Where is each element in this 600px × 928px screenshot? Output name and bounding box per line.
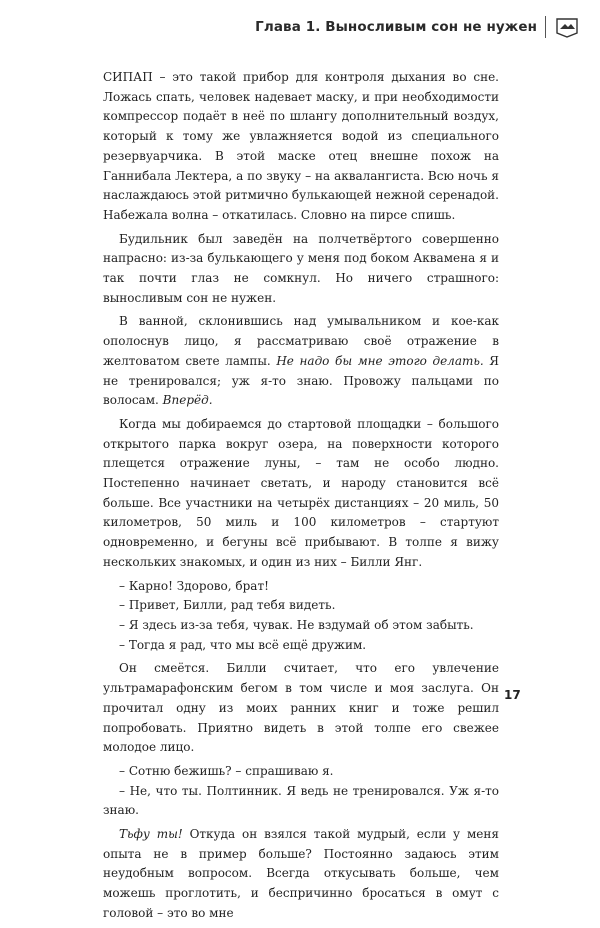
page-number: 17 [504,688,521,702]
text-run: Я не тренировался; уж я-то знаю. Провожу пальцами по волосам. [103,353,499,408]
dialogue-line: – Карно! Здорово, брат! [119,578,269,593]
page-body [103,68,499,928]
paragraph: СИПАП – это такой прибор для контроля дыхания во сне. Ложась спать, человек надевает маску, и при необходимости компрессор подаёт в неё по шлангу дополнительный воздух, который к тому же увлажняется водой из специального резервуарчика. В этой маске отец внешне похож на Ганнибала Лектера, а по звуку – на аквалангиста. Всю ночь я наслаждаюсь этой ритмично булькающей нежной серенадой. Набежала волна – откатилась. Словно на пирсе спишь. [103,70,499,222]
dialogue-line: – Сотню бежишь? – спрашиваю я. [119,763,334,778]
italic-thought: Тьфу ты! [119,827,183,842]
dialogue-line: – Привет, Билли, рад тебя видеть. [119,598,336,613]
text-run: Откуда он взялся такой мудрый, если у меня опыта не в пример больше? Постоянно задаюсь этим неудобным вопросом. Всегда откусывать больше, чем можешь проглотить, и беспричинно бросаться в омут с головой – это во мне [103,827,499,920]
dialogue-line: – Не, что ты. Полтинник. Я ведь не тренировался. Уж я-то знаю. [103,783,499,818]
header-divider [545,16,546,38]
text-run: В ванной, склонившись над умывальником и кое-как ополоснув лицо, я рассматриваю своё отражение в желтоватом свете лампы. [103,314,499,368]
chapter-title: Глава 1. Выносливым сон не нужен [255,19,537,35]
paragraph: Он смеётся. Билли считает, что его увлечение ультрамарафонским бегом в том числе и моя заслуга. Он прочитал одну из моих ранних книг и тоже решил попробовать. Приятно видеть в этой толпе его свежее молодое лицо. [103,661,499,755]
book-publisher-logo-icon [554,16,580,38]
italic-thought: Не надо бы мне этого делать. [276,353,484,368]
paragraph: Будильник был заведён на полчетвёртого совершенно напрасно: из-за булькающего у меня под боком Аквамена я и так почти глаз не сомкнул. Но ничего страшного: выносливым сон не нужен. [103,231,499,305]
dialogue-line: – Я здесь из-за тебя, чувак. Не вздумай об этом забыть. [119,617,474,632]
paragraph [103,825,499,924]
paragraph [103,312,499,411]
dialogue-line: – Тогда я рад, что мы всё ещё дружим. [119,637,367,652]
paragraph: Когда мы добираемся до стартовой площадки – большого открытого парка вокруг озера, на поверхности которого плещется отражение луны, – там не особо людно. Постепенно начинает светать, и народу становится всё больше. Все участники на четырёх дистанциях – 20 миль, 50 километров, 50 миль и 100 километров – стартуют одновременно, и бегуны всё прибывают. В толпе я вижу нескольких знакомых, и один из них – Билли Янг. [103,416,499,569]
italic-thought: Вперёд. [162,393,213,408]
running-header [255,14,580,40]
